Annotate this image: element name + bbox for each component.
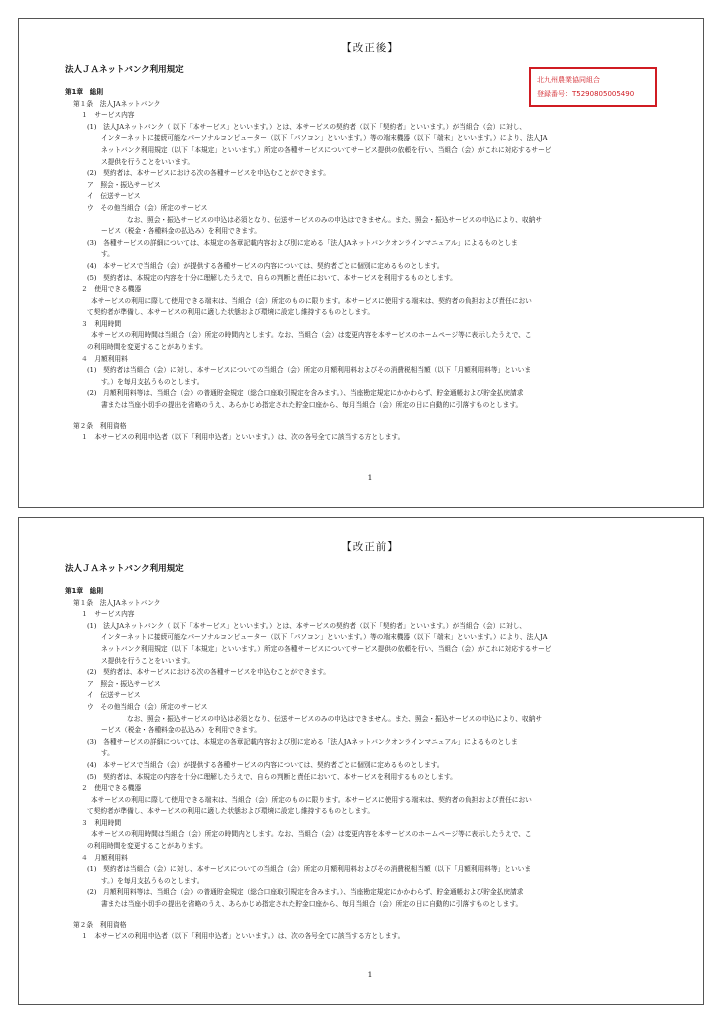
section-heading: ４ 月額利用料: [81, 853, 128, 862]
body-line: イ 伝送サービス: [87, 192, 141, 201]
body-line: (2) 月額利用料等は、当組合（会）の普通貯金規定（総合口座取引規定を含みます。）、当座勘定規定にかかわらず、貯金通帳および貯金払戻請求: [87, 888, 524, 897]
document-title: 法人ＪＡネットバンク利用規定: [65, 65, 184, 75]
body-line: (4) 本サービスで当組合（会）が提供する各種サービスの内容については、契約者ごとに個別に定めるものとします。: [87, 261, 444, 270]
body-line: ア 照会・振込サービス: [87, 679, 161, 688]
body-line: ービス（税金・各種料金の払込み）を利用できます。: [101, 726, 261, 735]
body-line: の利用時間を変更することがあります。: [87, 343, 207, 352]
article-heading: 第２条 利用資格: [73, 421, 127, 430]
page-before-revision: [18, 517, 704, 1005]
section-heading: １ サービス内容: [81, 111, 135, 120]
body-line: 書または当座小切手の提出を省略のうえ、あらかじめ指定された貯金口座から、毎月当組合（会）所定の日に自動的に引落すものとします。: [101, 900, 523, 909]
section-heading: ３ 利用時間: [81, 818, 122, 827]
registration-stamp: [529, 67, 657, 107]
body-line: ウ その他当組合（会）所定のサービス: [87, 203, 208, 212]
body-line: (3) 各種サービスの詳細については、本規定の各章記載内容および別に定める「法人JAネットバンクオンラインマニュアル」によるものとしま: [87, 737, 518, 746]
body-line: の利用時間を変更することがあります。: [87, 842, 207, 851]
body-line: インターネットに接続可能なパーソナルコンピューター（以下「パソコン」といいます。）等の端末機器（以下「端末」といいます。）により、法人JA: [101, 134, 548, 143]
section-heading: ２ 使用できる機器: [81, 285, 142, 294]
body-line: 本サービスの利用時間は当組合（会）所定の時間内とします。なお、当組合（会）は変更内容を本サービスのホームページ等に表示したうえで、こ: [91, 830, 532, 839]
body-line: 本サービスの利用に際して使用できる端末は、当組合（会）所定のものに限ります。本サービスに使用する端末は、契約者の負担および責任におい: [91, 296, 532, 305]
body-line: (1) 契約者は当組合（会）に対し、本サービスについての当組合（会）所定の月額利用料およびその消費税相当額（以下「月額利用料等」といいま: [87, 865, 532, 874]
body-line: (1) 契約者は当組合（会）に対し、本サービスについての当組合（会）所定の月額利用料およびその消費税相当額（以下「月額利用料等」といいま: [87, 366, 532, 375]
stamp-registration-number: 登録番号：T5290805005490: [537, 90, 635, 98]
body-line: (5) 契約者は、本規定の内容を十分に理解したうえで、自らの判断と責任において、本サービスを利用するものとします。: [87, 273, 457, 282]
body-line: ス提供を行うことをいいます。: [101, 157, 195, 166]
body-line: す。）を毎月支払うものとします。: [101, 876, 204, 885]
section-heading: ４ 月額利用料: [81, 354, 128, 363]
body-line: (3) 各種サービスの詳細については、本規定の各章記載内容および別に定める「法人JAネットバンクオンラインマニュアル」によるものとしま: [87, 238, 518, 247]
body-line: (4) 本サービスで当組合（会）が提供する各種サービスの内容については、契約者ごとに個別に定めるものとします。: [87, 760, 444, 769]
body-line: (1) 法人JAネットバンク（ 以下「本サービス」といいます。）とは、本サービスの契約者（以下「契約者」といいます。）が当組合（会）に対し、: [87, 621, 527, 630]
page-heading: 【改正前】: [341, 541, 399, 553]
stamp-org-name: 北九州農業協同組合: [537, 76, 600, 84]
body-line: ネットバンク利用規定（以下「本規定」といいます。）所定の各種サービスについてサービス提供の依頼を行い、当組合（会）がこれに対応するサービ: [101, 644, 552, 653]
body-line: インターネットに接続可能なパーソナルコンピューター（以下「パソコン」といいます。）等の端末機器（以下「端末」といいます。）により、法人JA: [101, 633, 548, 642]
article-heading: 第１条 法人JAネットバンク: [73, 99, 161, 108]
article-heading: 第２条 利用資格: [73, 920, 127, 929]
body-line: て契約者が準備し、本サービスの利用に適した状態および環境に設定し維持するものとします。: [87, 308, 375, 317]
body-line: 本サービスの利用に際して使用できる端末は、当組合（会）所定のものに限ります。本サービスに使用する端末は、契約者の負担および責任におい: [91, 795, 532, 804]
body-line: (2) 月額利用料等は、当組合（会）の普通貯金規定（総合口座取引規定を含みます。）、当座勘定規定にかかわらず、貯金通帳および貯金払戻請求: [87, 389, 524, 398]
body-line: す。: [101, 749, 114, 758]
body-line: (5) 契約者は、本規定の内容を十分に理解したうえで、自らの判断と責任において、本サービスを利用するものとします。: [87, 772, 457, 781]
body-line: イ 伝送サービス: [87, 691, 141, 700]
body-line: (1) 法人JAネットバンク（ 以下「本サービス」といいます。）とは、本サービスの契約者（以下「契約者」といいます。）が当組合（会）に対し、: [87, 122, 527, 131]
page-heading: 【改正後】: [341, 42, 399, 54]
chapter-heading: 第1章 総則: [65, 587, 104, 595]
body-line: ネットバンク利用規定（以下「本規定」といいます。）所定の各種サービスについてサービス提供の依頼を行い、当組合（会）がこれに対応するサービ: [101, 145, 552, 154]
page-number: 1: [367, 970, 373, 979]
body-line: なお、照会・振込サービスの申込は必須となり、伝送サービスのみの申込はできません。また、照会・振込サービスの申込により、収納サ: [127, 714, 543, 723]
body-line: (2) 契約者は、本サービスにおける次の各種サービスを申込むことができます。: [87, 169, 330, 178]
body-line: １ 本サービスの利用申込者（以下「利用申込者」といいます。）は、次の各号全てに該当する方とします。: [81, 932, 405, 941]
document-body: [65, 586, 675, 943]
chapter-heading: 第1章 総則: [65, 88, 104, 96]
page-number: 1: [367, 473, 373, 482]
body-line: ービス（税金・各種料金の払込み）を利用できます。: [101, 227, 261, 236]
body-line: なお、照会・振込サービスの申込は必須となり、伝送サービスのみの申込はできません。また、照会・振込サービスの申込により、収納サ: [127, 215, 543, 224]
section-heading: ２ 使用できる機器: [81, 784, 142, 793]
body-line: ア 照会・振込サービス: [87, 180, 161, 189]
document-body: [65, 87, 675, 444]
body-line: (2) 契約者は、本サービスにおける次の各種サービスを申込むことができます。: [87, 668, 330, 677]
body-line: す。）を毎月支払うものとします。: [101, 377, 204, 386]
body-line: 本サービスの利用時間は当組合（会）所定の時間内とします。なお、当組合（会）は変更内容を本サービスのホームページ等に表示したうえで、こ: [91, 331, 532, 340]
document-title: 法人ＪＡネットバンク利用規定: [65, 564, 184, 574]
body-line: ス提供を行うことをいいます。: [101, 656, 195, 665]
section-heading: １ サービス内容: [81, 610, 135, 619]
body-line: ウ その他当組合（会）所定のサービス: [87, 702, 208, 711]
body-line: す。: [101, 250, 114, 259]
body-line: 書または当座小切手の提出を省略のうえ、あらかじめ指定された貯金口座から、毎月当組合（会）所定の日に自動的に引落すものとします。: [101, 401, 523, 410]
article-heading: 第１条 法人JAネットバンク: [73, 598, 161, 607]
body-line: て契約者が準備し、本サービスの利用に適した状態および環境に設定し維持するものとします。: [87, 807, 375, 816]
page-after-revision: [18, 18, 704, 508]
section-heading: ３ 利用時間: [81, 319, 122, 328]
body-line: １ 本サービスの利用申込者（以下「利用申込者」といいます。）は、次の各号全てに該当する方とします。: [81, 433, 405, 442]
